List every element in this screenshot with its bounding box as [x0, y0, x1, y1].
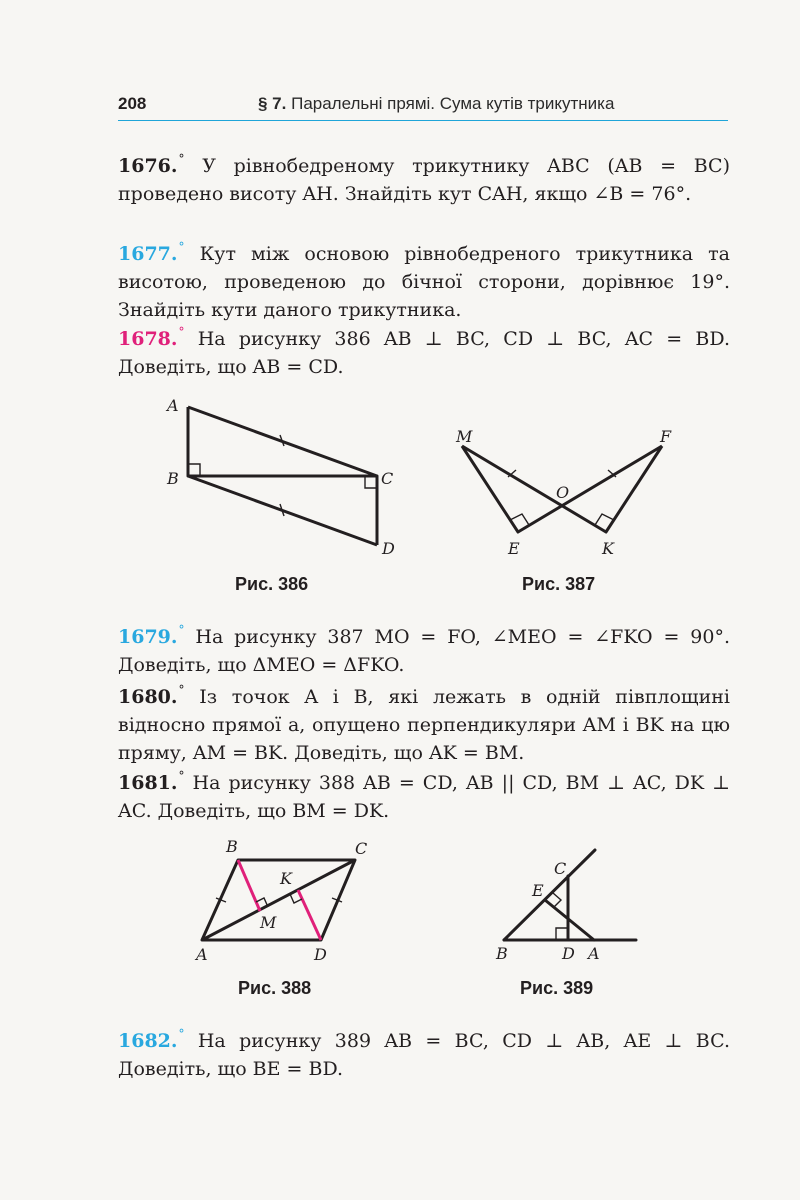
point-label-a: A: [588, 944, 600, 963]
figure-388: [190, 836, 380, 966]
right-angle-mark: [188, 464, 200, 476]
point-label-o: O: [556, 483, 570, 502]
problem-1677: [118, 233, 730, 324]
point-label-m: M: [260, 913, 277, 932]
point-label-c: C: [554, 859, 567, 878]
point-label-m: M: [456, 427, 473, 446]
figure-387: [450, 422, 690, 567]
problem-number: 1681.: [118, 772, 178, 794]
difficulty-mark: °: [178, 1027, 185, 1041]
problem-number: 1682.: [118, 1030, 178, 1052]
point-label-d: D: [382, 539, 395, 558]
running-head: [258, 94, 614, 114]
point-label-b: B: [496, 944, 508, 963]
fig386-frame: [188, 407, 377, 545]
point-label-b: B: [167, 469, 179, 488]
figure-caption: Рис. 389: [520, 978, 594, 998]
fig389-line-bc: [504, 850, 595, 940]
point-label-d: D: [562, 944, 575, 963]
problem-text: У рівнобедреному трикутнику ABC (AB = BC) проведено висоту AH. Знайдіть кут CAH, якщо ∠B = 76°.: [118, 155, 730, 205]
problem-1682: [118, 1020, 730, 1083]
problem-number: 1678.: [118, 328, 178, 350]
section-mark: § 7.: [258, 94, 287, 113]
point-label-a: A: [167, 396, 179, 415]
problem-text: На рисунку 386 AB ⊥ BC, CD ⊥ BC, AC = BD. Доведіть, що AB = CD.: [118, 328, 730, 378]
section-title: Паралельні прямі. Сума кутів трикутника: [291, 94, 615, 113]
problem-number: 1677.: [118, 243, 178, 265]
problem-1681: [118, 762, 730, 825]
fig388-segment-dk: [298, 890, 321, 940]
point-label-e: E: [532, 881, 544, 900]
problem-1676: [118, 145, 730, 208]
point-label-c: C: [381, 469, 394, 488]
page-header: [118, 92, 728, 122]
difficulty-mark: °: [178, 683, 185, 697]
point-label-b: B: [226, 837, 238, 856]
difficulty-mark: °: [178, 240, 185, 254]
problem-text: Кут між основою рівнобедреного трикутника та висотою, проведеною до бічної сторони, дорівнює 19°. Знайдіть кути даного трикутника.: [118, 243, 730, 321]
point-label-k: K: [602, 539, 614, 558]
point-label-c: C: [355, 839, 368, 858]
point-label-a: A: [196, 945, 208, 964]
problem-number: 1679.: [118, 626, 178, 648]
point-label-d: D: [314, 945, 327, 964]
figure-caption: Рис. 388: [238, 978, 312, 998]
problem-1680: [118, 676, 730, 767]
figure-389: [490, 842, 650, 967]
fig388-segment-bm: [238, 860, 260, 911]
point-label-f: F: [660, 427, 672, 446]
figure-caption: Рис. 387: [522, 574, 596, 594]
problem-1679: [118, 616, 730, 679]
header-rule: [118, 120, 728, 121]
figure-caption: Рис. 386: [235, 574, 309, 594]
difficulty-mark: °: [178, 623, 185, 637]
problem-1678: [118, 318, 730, 381]
difficulty-mark: °: [178, 325, 185, 339]
problem-number: 1676.: [118, 155, 178, 177]
fig388-diagonal-ac: [202, 860, 355, 940]
problem-text: На рисунку 389 AB = BC, CD ⊥ AB, AE ⊥ BC. Доведіть, що BE = BD.: [118, 1030, 730, 1080]
problem-text: Із точок A і B, які лежать в одній півплощині відносно прямої a, опущено перпендикуляри AM і BK на цю пряму, AM = BK. Доведіть, що AK = BM.: [118, 686, 730, 764]
difficulty-mark: °: [178, 769, 185, 783]
problem-text: На рисунку 388 AB = CD, AB || CD, BM ⊥ AC, DK ⊥ AC. Доведіть, що BM = DK.: [118, 772, 730, 822]
page-number: 208: [118, 94, 147, 113]
problem-text: На рисунку 387 MO = FO, ∠MEO = ∠FKO = 90°. Доведіть, що ΔMEO = ΔFKO.: [118, 626, 730, 676]
right-angle-mark: [556, 928, 568, 940]
problem-number: 1680.: [118, 686, 178, 708]
figure-386: [160, 392, 400, 567]
difficulty-mark: °: [178, 152, 185, 166]
right-angle-mark: [365, 476, 377, 488]
point-label-e: E: [508, 539, 520, 558]
point-label-k: K: [280, 869, 292, 888]
